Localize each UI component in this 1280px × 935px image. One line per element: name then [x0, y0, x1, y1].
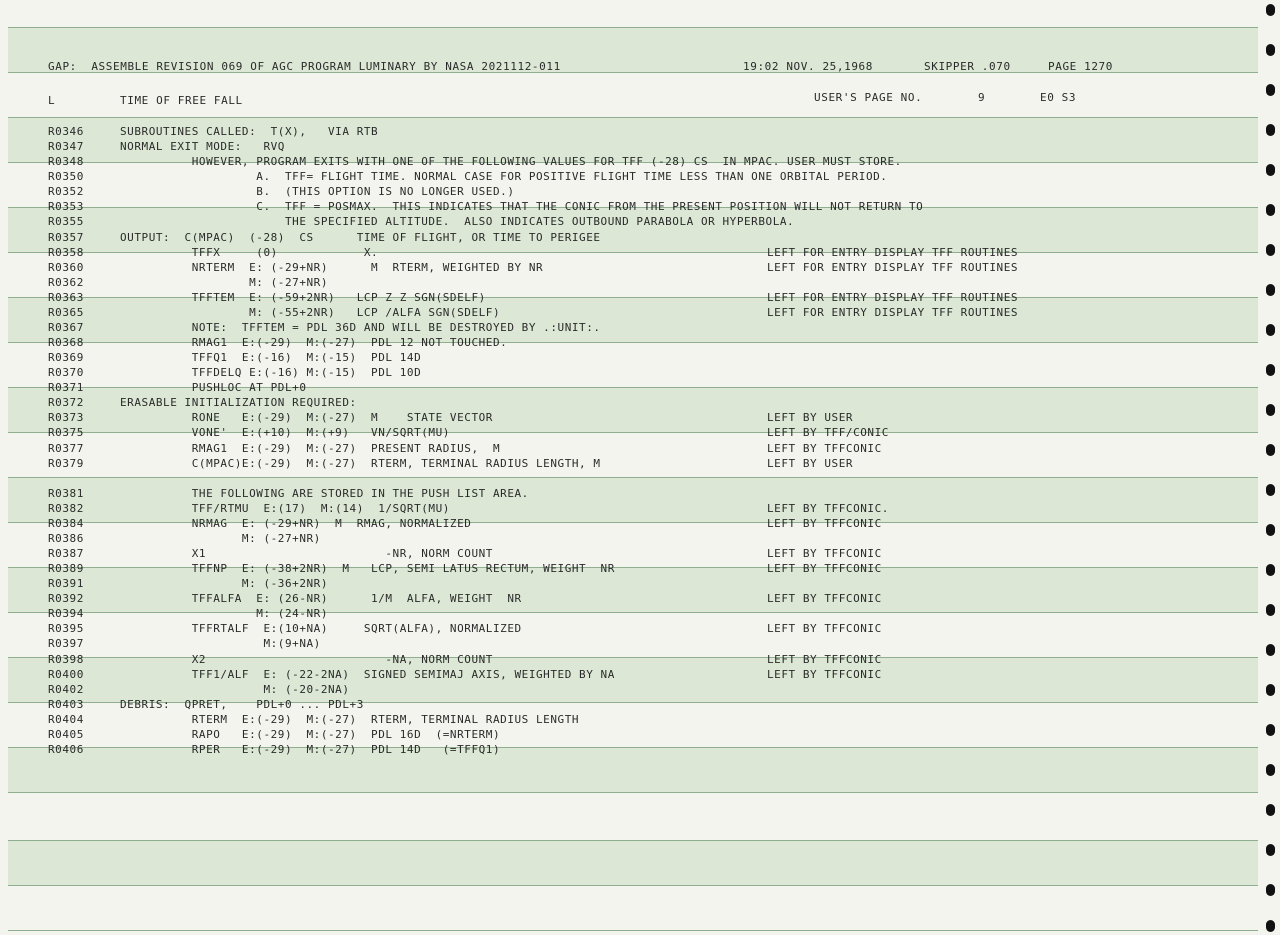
- feed-hole: [1266, 604, 1275, 616]
- line-text: TFFRTALF E:(10+NA) SQRT(ALFA), NORMALIZED: [120, 622, 522, 636]
- line-number: R0346: [48, 125, 84, 138]
- line-number: R0360: [48, 260, 84, 274]
- line-number: R0365: [48, 305, 84, 319]
- band-rule: [8, 27, 1258, 28]
- line-number: R0403: [48, 697, 84, 711]
- line-text: M: (24-NR): [120, 607, 329, 621]
- line-text: TFFALFA E: (26-NR) 1/M ALFA, WEIGHT NR: [120, 592, 522, 606]
- line-text: DEBRIS: QPRET, PDL+0 ... PDL+3: [120, 697, 364, 711]
- feed-hole: [1266, 4, 1275, 16]
- feed-hole: [1266, 684, 1275, 696]
- feed-hole: [1266, 844, 1275, 856]
- line-number: R0368: [48, 336, 84, 349]
- feed-hole: [1266, 84, 1275, 96]
- feed-hole: [1266, 244, 1275, 256]
- line-text: RPER E:(-29) M:(-27) PDL 14D (=TFFQ1): [120, 742, 501, 756]
- line-number: R0371: [48, 381, 84, 395]
- line-remark: LEFT BY USER: [767, 456, 854, 470]
- user-page-number: 9: [978, 91, 986, 104]
- line-text: TFFDELQ E:(-16) M:(-15) PDL 10D: [120, 366, 422, 380]
- line-text: TFFTEM E: (-59+2NR) LCP Z Z SGN(SDELF): [120, 290, 486, 304]
- line-remark: LEFT FOR ENTRY DISPLAY TFF ROUTINES: [767, 260, 1019, 274]
- line-number: R0387: [48, 547, 84, 560]
- header-skipper: SKIPPER .070: [924, 60, 1011, 73]
- line-text: HOWEVER, PROGRAM EXITS WITH ONE OF THE FOLLOWING VALUES FOR TFF (-28) CS IN MPAC. USER MUST STORE.: [120, 155, 902, 169]
- line-remark: LEFT BY TFFCONIC: [767, 592, 882, 606]
- line-text: NRMAG E: (-29+NR) M RMAG, NORMALIZED: [120, 516, 472, 530]
- line-number: R0375: [48, 426, 84, 440]
- line-text: RONE E:(-29) M:(-27) M STATE VECTOR: [120, 411, 493, 425]
- line-number: R0405: [48, 727, 84, 741]
- feed-hole: [1266, 564, 1275, 576]
- header-page: PAGE 1270: [1048, 60, 1114, 73]
- line-text: SUBROUTINES CALLED: T(X), VIA RTB: [120, 125, 379, 138]
- line-number: R0355: [48, 215, 84, 229]
- line-remark: LEFT BY TFFCONIC: [767, 547, 882, 560]
- line-number: R0379: [48, 456, 84, 470]
- feed-hole: [1266, 764, 1275, 776]
- feed-hole: [1266, 324, 1275, 336]
- band-rule: [8, 117, 1258, 118]
- line-number: R0347: [48, 140, 84, 154]
- line-text: TFFX (0) X.: [120, 245, 379, 259]
- line-remark: LEFT BY TFFCONIC: [767, 441, 882, 455]
- line-number: R0384: [48, 516, 84, 530]
- line-number: R0348: [48, 155, 84, 169]
- line-text: RMAG1 E:(-29) M:(-27) PDL 12 NOT TOUCHED.: [120, 336, 508, 349]
- line-number: R0358: [48, 245, 84, 259]
- line-remark: LEFT BY TFFCONIC: [767, 652, 882, 666]
- line-text: VONE' E:(+10) M:(+9) VN/SQRT(MU): [120, 426, 450, 440]
- line-number: R0363: [48, 290, 84, 304]
- line-text: RTERM E:(-29) M:(-27) RTERM, TERMINAL RADIUS LENGTH: [120, 712, 580, 726]
- header-datetime: 19:02 NOV. 25,1968: [743, 60, 874, 73]
- line-number: R0352: [48, 185, 84, 199]
- line-text: TFF1/ALF E: (-22-2NA) SIGNED SEMIMAJ AXIS, WEIGHTED BY NA: [120, 667, 615, 681]
- feed-hole: [1266, 644, 1275, 656]
- line-number: R0381: [48, 486, 84, 500]
- feed-hole: [1266, 524, 1275, 536]
- feed-hole: [1266, 884, 1275, 896]
- line-text: NORMAL EXIT MODE: RVQ: [120, 140, 285, 154]
- band-rule: [8, 840, 1258, 841]
- feed-hole: [1266, 484, 1275, 496]
- line-number: R0392: [48, 592, 84, 606]
- line-number: R0369: [48, 351, 84, 365]
- line-text: M: (-36+2NR): [120, 577, 329, 591]
- line-number: R0395: [48, 622, 84, 636]
- line-number: R0397: [48, 637, 84, 651]
- feed-hole: [1266, 444, 1275, 456]
- line-text: M: (-27+NR): [120, 275, 329, 289]
- line-remark: LEFT BY TFFCONIC: [767, 667, 882, 681]
- line-text: THE SPECIFIED ALTITUDE. ALSO INDICATES OUTBOUND PARABOLA OR HYPERBOLA.: [120, 215, 795, 229]
- line-remark: LEFT FOR ENTRY DISPLAY TFF ROUTINES: [767, 245, 1019, 259]
- line-number: R0391: [48, 577, 84, 591]
- page-title: TIME OF FREE FALL: [120, 94, 243, 107]
- line-text: B. (THIS OPTION IS NO LONGER USED.): [120, 185, 515, 199]
- band-rule: [8, 930, 1258, 931]
- user-page-label: USER'S PAGE NO.: [814, 91, 923, 104]
- line-number: R0367: [48, 320, 84, 334]
- line-number: R0370: [48, 366, 84, 380]
- feed-hole: [1266, 164, 1275, 176]
- feed-hole: [1266, 364, 1275, 376]
- line-number: R0362: [48, 275, 84, 289]
- line-remark: LEFT BY TFF/CONIC: [767, 426, 889, 440]
- line-text: C(MPAC)E:(-29) M:(-27) RTERM, TERMINAL RADIUS LENGTH, M: [120, 456, 601, 470]
- line-remark: LEFT FOR ENTRY DISPLAY TFF ROUTINES: [767, 290, 1019, 304]
- header-type-code: L: [48, 94, 56, 107]
- line-number: R0372: [48, 396, 84, 410]
- line-text: M:(9+NA): [120, 637, 321, 651]
- line-number: R0406: [48, 742, 84, 756]
- line-text: C. TFF = POSMAX. THIS INDICATES THAT THE CONIC FROM THE PRESENT POSITION WILL NOT RETURN TO: [120, 200, 924, 214]
- line-number: R0400: [48, 667, 84, 681]
- band-rule: [8, 477, 1258, 478]
- line-number: R0353: [48, 200, 84, 214]
- feed-hole: [1266, 920, 1275, 932]
- line-number: R0357: [48, 230, 84, 244]
- paper-band: [8, 840, 1258, 885]
- line-text: PUSHLOC AT PDL+0: [120, 381, 307, 395]
- line-remark: LEFT FOR ENTRY DISPLAY TFF ROUTINES: [767, 305, 1019, 319]
- line-number: R0386: [48, 531, 84, 545]
- feed-hole: [1266, 284, 1275, 296]
- line-remark: LEFT BY TFFCONIC: [767, 622, 882, 636]
- line-number: R0398: [48, 652, 84, 666]
- line-number: R0373: [48, 411, 84, 425]
- line-text: ERASABLE INITIALIZATION REQUIRED:: [120, 396, 357, 410]
- line-remark: LEFT BY TFFCONIC.: [767, 501, 889, 515]
- line-text: THE FOLLOWING ARE STORED IN THE PUSH LIST AREA.: [120, 486, 529, 500]
- line-text: TFFQ1 E:(-16) M:(-15) PDL 14D: [120, 351, 422, 365]
- feed-hole: [1266, 804, 1275, 816]
- band-rule: [8, 885, 1258, 886]
- line-text: OUTPUT: C(MPAC) (-28) CS TIME OF FLIGHT, OR TIME TO PERIGEE: [120, 230, 601, 244]
- line-text: M: (-27+NR): [120, 531, 321, 545]
- line-text: M: (-20-2NA): [120, 682, 350, 696]
- line-text: NRTERM E: (-29+NR) M RTERM, WEIGHTED BY NR: [120, 260, 544, 274]
- feed-hole: [1266, 724, 1275, 736]
- line-number: R0394: [48, 607, 84, 621]
- line-number: R0382: [48, 501, 84, 515]
- line-text: X1 -NR, NORM COUNT: [120, 547, 493, 560]
- feed-hole: [1266, 404, 1275, 416]
- feed-hole: [1266, 204, 1275, 216]
- line-text: RMAG1 E:(-29) M:(-27) PRESENT RADIUS, M: [120, 441, 501, 455]
- feed-hole: [1266, 44, 1275, 56]
- header-code: E0 S3: [1040, 91, 1077, 104]
- line-number: R0350: [48, 170, 84, 184]
- line-number: R0377: [48, 441, 84, 455]
- line-number: R0389: [48, 562, 84, 575]
- line-remark: LEFT BY TFFCONIC: [767, 562, 882, 575]
- feed-hole: [1266, 124, 1275, 136]
- line-text: TFF/RTMU E:(17) M:(14) 1/SQRT(MU): [120, 501, 450, 515]
- assemble-header: GAP: ASSEMBLE REVISION 069 OF AGC PROGRAM LUMINARY BY NASA 2021112-011: [48, 60, 561, 73]
- line-text: RAPO E:(-29) M:(-27) PDL 16D (=NRTERM): [120, 727, 501, 741]
- line-remark: LEFT BY USER: [767, 411, 854, 425]
- line-text: NOTE: TFFTEM = PDL 36D AND WILL BE DESTROYED BY .:UNIT:.: [120, 320, 601, 334]
- line-number: R0404: [48, 712, 84, 726]
- line-text: TFFNP E: (-38+2NR) M LCP, SEMI LATUS RECTUM, WEIGHT NR: [120, 562, 615, 575]
- line-text: X2 -NA, NORM COUNT: [120, 652, 493, 666]
- band-rule: [8, 792, 1258, 793]
- line-text: A. TFF= FLIGHT TIME. NORMAL CASE FOR POSITIVE FLIGHT TIME LESS THAN ONE ORBITAL PERIOD.: [120, 170, 888, 184]
- line-text: M: (-55+2NR) LCP /ALFA SGN(SDELF): [120, 305, 501, 319]
- line-number: R0402: [48, 682, 84, 696]
- line-remark: LEFT BY TFFCONIC: [767, 516, 882, 530]
